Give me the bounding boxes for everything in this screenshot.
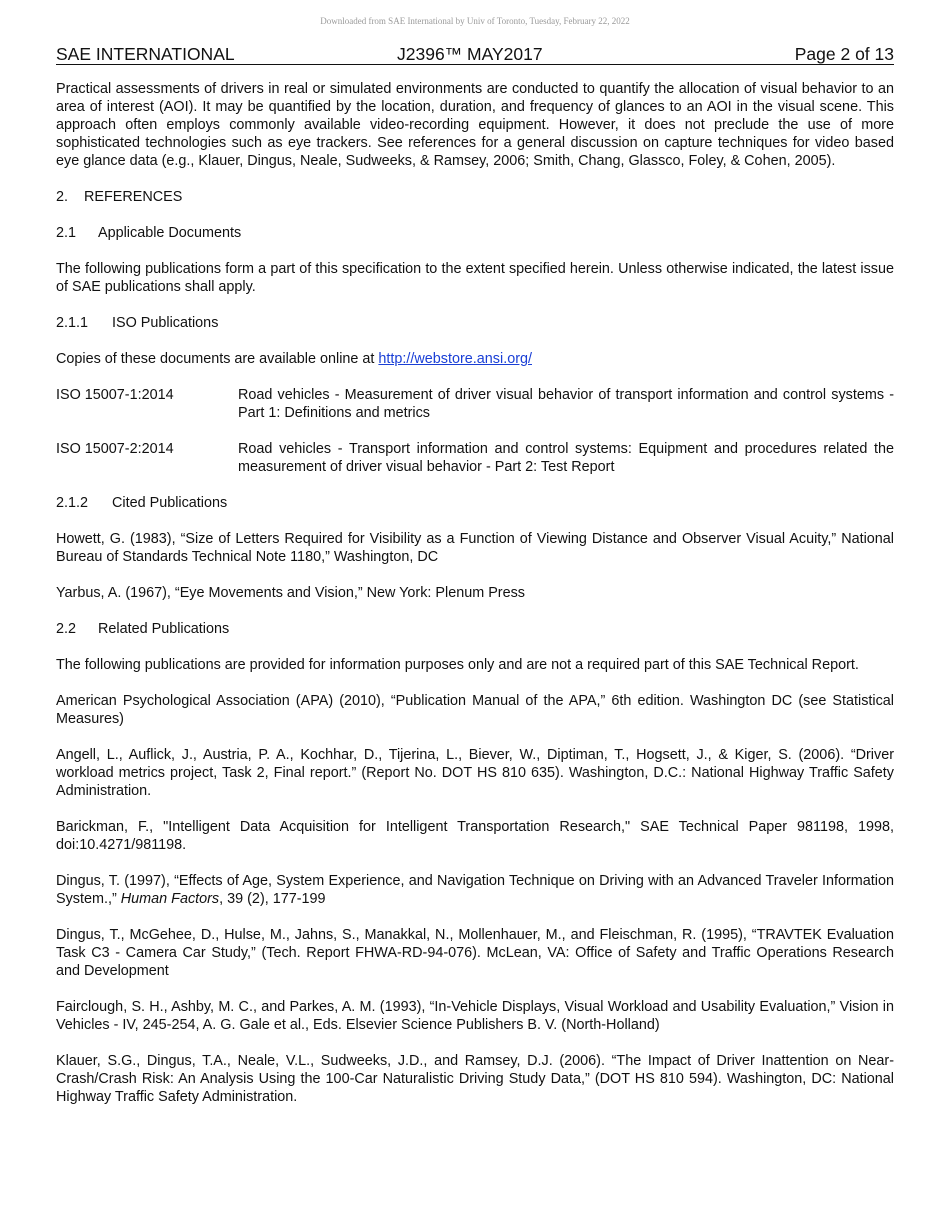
section-heading-cited-publications [56, 494, 894, 512]
section-number: 2.1.1 [56, 315, 89, 331]
reference-text: , 39 (2), 177-199 [219, 891, 326, 907]
header-document-id: J2396™ MAY2017 [397, 44, 543, 64]
section-title: Applicable Documents [98, 225, 242, 241]
header-page-number: Page 2 of 13 [794, 44, 894, 64]
section-title: REFERENCES [84, 189, 183, 205]
reference-entry: Fairclough, S. H., Ashby, M. C., and Parkes, A. M. (1993), “In-Vehicle Displays, Visual Workload and Usability Evaluation,” Vision in Vehicles - IV, 245-254, A. G. Gale et al., Eds. Elsevier Science Publishers B. V. (North-Holland) [56, 999, 894, 1033]
section-heading-references [56, 188, 894, 206]
section-heading-iso-publications [56, 314, 894, 332]
section-number: 2.1.2 [56, 495, 89, 511]
journal-title: Human Factors [120, 891, 220, 907]
reference-entry [56, 872, 894, 908]
download-watermark: Downloaded from SAE International by Univ of Toronto, Tuesday, February 22, 2022 [320, 16, 630, 26]
availability-label: Copies of these documents are available online at [56, 351, 379, 367]
reference-text: Dingus, T. (1997), “Effects of Age, System Experience, and Navigation Technique on Driving with an Advanced Traveler Information System.,” [56, 873, 894, 907]
section-number: 2.1 [56, 225, 77, 241]
section-number: 2.2 [56, 621, 77, 637]
iso-document-title: Road vehicles - Transport information and control systems: Equipment and procedures related the measurement of driver visual behavior - Part 2: Test Report [238, 441, 894, 475]
iso-document-row [56, 386, 894, 422]
section-title: Related Publications [98, 621, 230, 637]
reference-entry: Barickman, F., "Intelligent Data Acquisition for Intelligent Transportation Research," SAE Technical Paper 981198, 1998, doi:10.4271/981198. [56, 819, 894, 853]
section-title: Cited Publications [112, 495, 228, 511]
applicable-documents-text: The following publications form a part of this specification to the extent specified herein. Unless otherwise indicated, the latest issue of SAE publications shall apply. [56, 261, 894, 295]
iso-document-title: Road vehicles - Measurement of driver visual behavior of transport information and control systems - Part 1: Definitions and metrics [238, 387, 894, 421]
header-organization: SAE INTERNATIONAL [56, 44, 235, 64]
iso-availability-text [56, 350, 894, 368]
section-heading-related-publications [56, 620, 894, 638]
section-number: 2. [56, 189, 69, 205]
reference-entry: American Psychological Association (APA) (2010), “Publication Manual of the APA,” 6th edition. Washington DC (see Statistical Measures) [56, 693, 894, 727]
ansi-webstore-link[interactable]: http://webstore.ansi.org/ [378, 351, 532, 367]
reference-entry: Howett, G. (1983), “Size of Letters Required for Visibility as a Function of Viewing Distance and Observer Visual Acuity,” National Bureau of Standards Technical Note 1180,” Washington, DC [56, 531, 894, 565]
section-heading-applicable-documents [56, 224, 894, 242]
iso-document-code: ISO 15007-1:2014 [56, 387, 174, 403]
section-title: ISO Publications [112, 315, 219, 331]
reference-entry: Angell, L., Auflick, J., Austria, P. A., Kochhar, D., Tijerina, L., Biever, W., Diptiman, T., Hogsett, J., & Kiger, S. (2006). “Driver workload metrics project, Task 2, Final report.” (Report No. DOT HS 810 635). Washington, D.C.: National Highway Traffic Safety Administration. [56, 747, 894, 799]
intro-paragraph: Practical assessments of drivers in real or simulated environments are conducted to quantify the allocation of visual behavior to an area of interest (AOI). It may be quantified by the location, duration, and frequency of glances to an AOI in the visual scene. This approach often employs commonly available video-recording equipment. However, it does not preclude the use of more sophisticated technologies such as eye trackers. See references for a general discussion on capture techniques for video based eye glance data (e.g., Klauer, Dingus, Neale, Sudweeks, & Ramsey, 2006; Smith, Chang, Glassco, Foley, & Cohen, 2005). [56, 81, 894, 169]
reference-entry: Klauer, S.G., Dingus, T.A., Neale, V.L., Sudweeks, J.D., and Ramsey, D.J. (2006). “The Impact of Driver Inattention on Near-Crash/Crash Risk: An Analysis Using the 100-Car Naturalistic Driving Study Data,” (DOT HS 810 594). Washington, DC: National Highway Traffic Safety Administration. [56, 1053, 894, 1105]
page-header [56, 44, 894, 65]
reference-entry: Yarbus, A. (1967), “Eye Movements and Vision,” New York: Plenum Press [56, 585, 525, 601]
related-publications-text: The following publications are provided for information purposes only and are not a required part of this SAE Technical Report. [56, 657, 859, 673]
iso-document-code: ISO 15007-2:2014 [56, 441, 174, 457]
reference-entry: Dingus, T., McGehee, D., Hulse, M., Jahns, S., Manakkal, N., Mollenhauer, M., and Fleischman, R. (1995), “TRAVTEK Evaluation Task C3 - Camera Car Study,” (Tech. Report FHWA-RD-94-076). McLean, VA: Office of Safety and Traffic Operations Research and Development [56, 927, 894, 979]
page-body [56, 80, 894, 1124]
iso-document-row [56, 440, 894, 476]
